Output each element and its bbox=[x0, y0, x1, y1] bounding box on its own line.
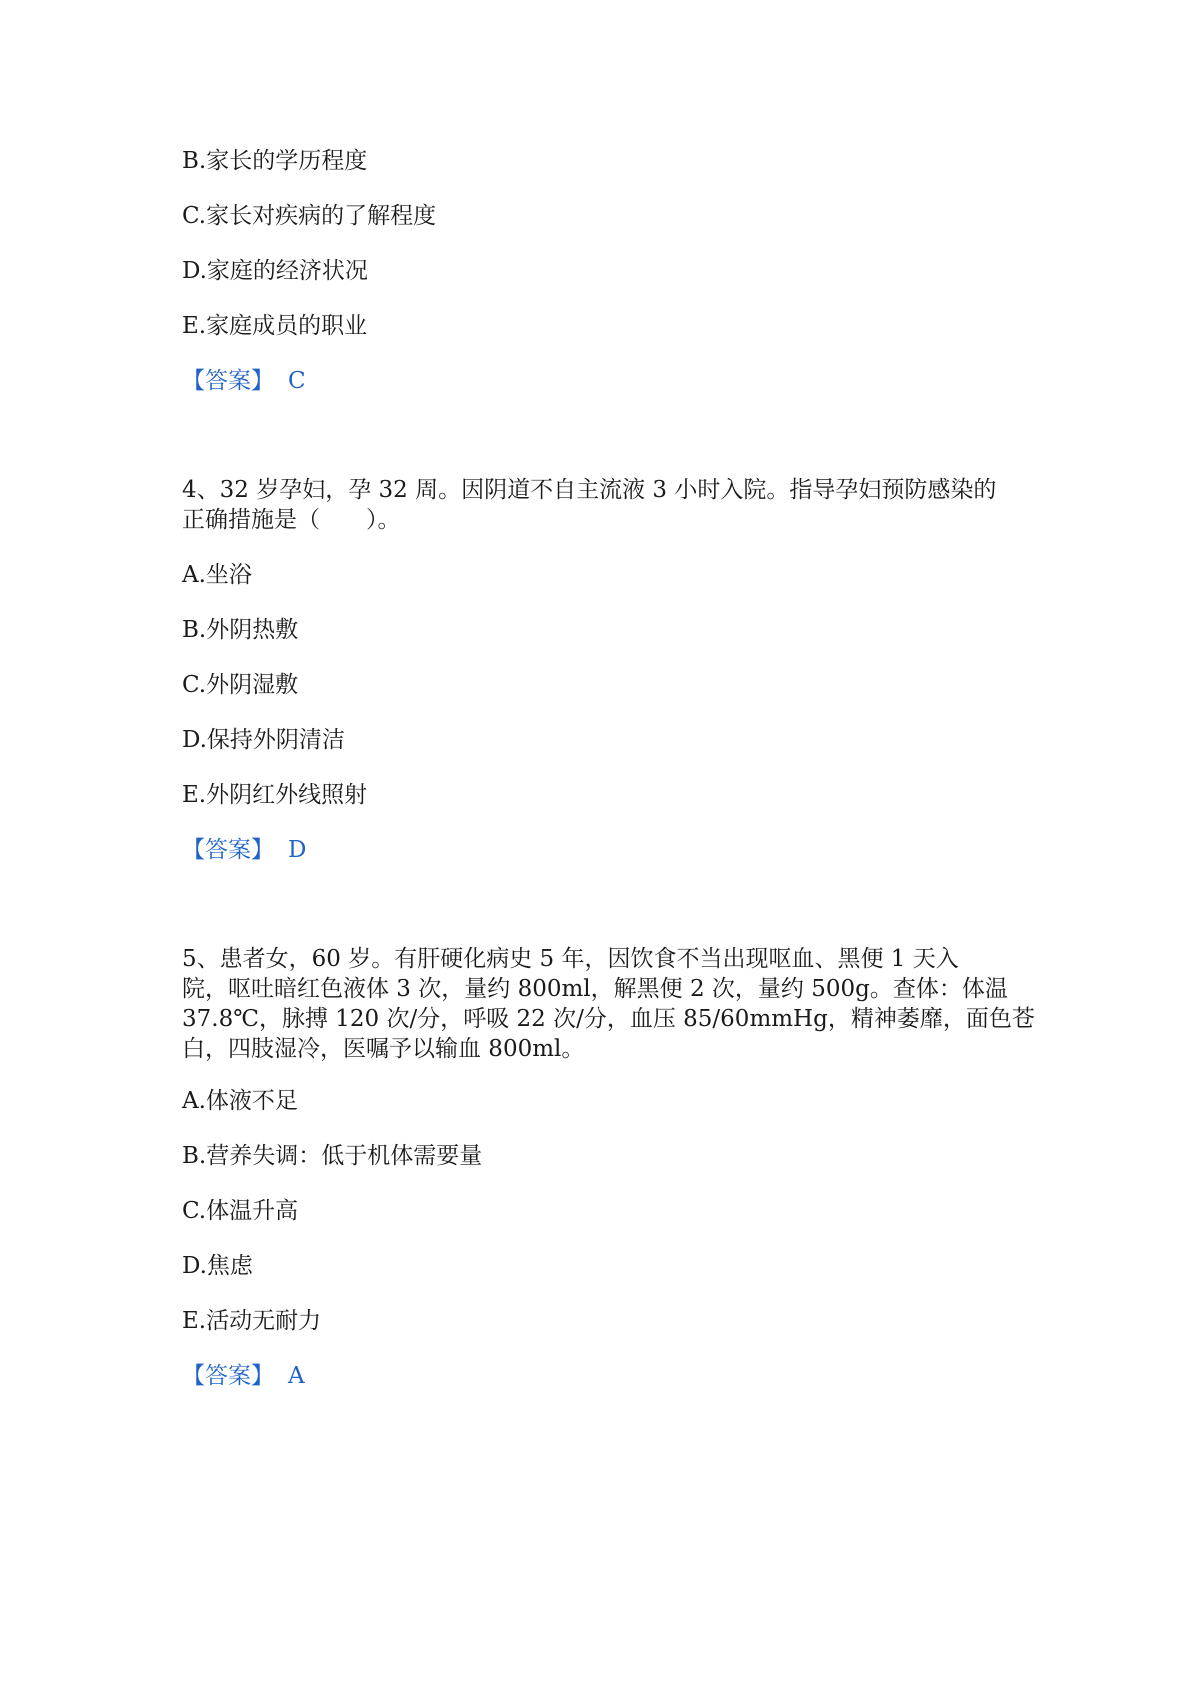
question-5-line: 白，四肢湿冷，医嘱予以输血 800ml。 bbox=[182, 1036, 585, 1062]
answer-label: 【答案】 bbox=[182, 1363, 274, 1389]
option-c: C.家长对疾病的了解程度 bbox=[182, 203, 437, 229]
option-a: A.坐浴 bbox=[182, 562, 252, 588]
option-e: E.活动无耐力 bbox=[182, 1308, 322, 1334]
question-4-stem bbox=[182, 475, 1012, 535]
option-d: D.保持外阴清洁 bbox=[182, 727, 345, 753]
option-b: B.家长的学历程度 bbox=[182, 148, 368, 174]
question-5-line: 5、患者女，60 岁。有肝硬化病史 5 年，因饮食不当出现呕血、黑便 1 天入 bbox=[182, 946, 959, 972]
answer-value: A bbox=[288, 1363, 305, 1389]
question-5-line: 院，呕吐暗红色液体 3 次，量约 800ml，解黑便 2 次，量约 500g。查体：体温 bbox=[182, 976, 1008, 1002]
answer-row bbox=[182, 835, 306, 865]
option-e: E.家庭成员的职业 bbox=[182, 313, 368, 339]
option-a: A.体液不足 bbox=[182, 1088, 298, 1114]
question-4-line: 正确措施是（ ）。 bbox=[182, 507, 401, 533]
option-b: B.外阴热敷 bbox=[182, 617, 299, 643]
answer-value: C bbox=[288, 368, 306, 394]
answer-row bbox=[182, 1361, 305, 1391]
answer-label: 【答案】 bbox=[182, 837, 274, 863]
option-e: E.外阴红外线照射 bbox=[182, 782, 368, 808]
option-c: C.外阴湿敷 bbox=[182, 672, 299, 698]
option-b: B.营养失调：低于机体需要量 bbox=[182, 1143, 483, 1169]
option-c: C.体温升高 bbox=[182, 1198, 299, 1224]
option-d: D.家庭的经济状况 bbox=[182, 258, 368, 284]
answer-value: D bbox=[288, 837, 307, 863]
question-5-line: 37.8℃，脉搏 120 次/分，呼吸 22 次/分，血压 85/60mmHg，精神萎靡，面色苍 bbox=[182, 1006, 1035, 1032]
question-4-line: 4、32 岁孕妇，孕 32 周。因阴道不自主流液 3 小时入院。指导孕妇预防感染的 bbox=[182, 477, 997, 503]
question-5-stem bbox=[182, 944, 1035, 1064]
answer-row bbox=[182, 366, 306, 396]
option-d: D.焦虑 bbox=[182, 1253, 253, 1279]
answer-label: 【答案】 bbox=[182, 368, 274, 394]
